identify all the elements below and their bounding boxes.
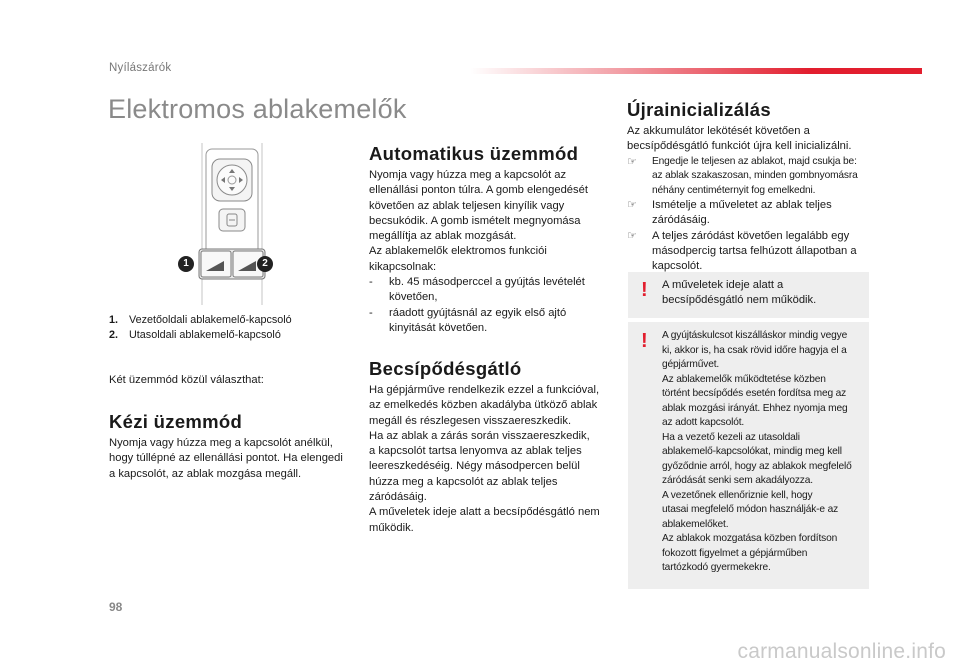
text-line: történt becsípődés esetén fordítsa meg az [662,388,847,399]
step-item [627,198,877,229]
step-item [627,155,877,199]
text-line: kikapcsolnak: [369,260,437,273]
text-line: másodpercig tartsa felhúzott állapotban a [652,244,857,257]
figure-legend [109,313,292,343]
legend-text: Utasoldali ablakemelő-kapcsoló [129,329,281,341]
legend-number: 1 . [109,313,129,328]
automatic-mode-text [369,168,609,336]
text-line: Nyomja vagy húzza meg a kapcsolót az [369,169,567,181]
warning-note-1 [628,272,869,318]
legend-item [109,328,292,343]
step-item [627,229,877,275]
lock-switch [219,209,245,231]
text-line: hogy túllépné az ellenállási pontot. Ha elengedi [109,452,343,465]
text-line: Az akkumulátor lekötését követően a [627,125,810,137]
text-line: tartózkodó gyermekekre. [662,562,771,573]
window-switches [199,249,265,279]
text-line: becsukódik. A gomb ismételt megnyomása [369,214,581,227]
text-line: megáll és részlegesen visszaereszkedik. [369,414,572,427]
window-switch-illustration [186,143,276,305]
text-line: Nyomja vagy húzza meg a kapcsolót anélkül, [109,437,333,449]
text-line: működik. [369,521,414,534]
legend-text: Vezetőoldali ablakemelő-kapcsoló [129,314,292,326]
intro-text: Két üzemmód közül választhat: [109,374,264,386]
automatic-mode-heading: Automatikus üzemmód [369,143,579,164]
warning-note-2 [628,322,869,589]
text-line: záródását senki sem akadályozza. [662,475,813,486]
section-header: Nyílászárók [109,62,172,74]
reinit-text [627,124,877,275]
text-line: ráadott gyújtásnál az egyik első ajtó [389,306,567,319]
text-line: gépjárművet. [662,359,720,370]
text-line: a kapcsolót, az ablak mozgása megáll. [109,467,302,480]
header-accent-bar [470,68,922,74]
callout-1-badge: 1 [178,256,194,272]
text-line: záródásáig. [652,214,710,227]
text-line: ellenállási ponton túlra. A gomb elengedését [369,184,588,197]
text-line: utasai megfelelő módon használják-e az [662,504,839,515]
text-line: Az ablakemelők elektromos funkciói [369,245,547,258]
pointing-hand-icon: ☞ [627,199,637,212]
text-line: a kapcsolót tartsa lenyomva az ablak teljes [369,445,582,458]
text-line: becsípődésgátló funkciót újra kell inicializálni. [627,140,852,153]
warning-icon: ! [641,330,648,352]
anti-pinch-heading: Becsípődésgátló [369,358,522,379]
text-line: A műveletek ideje alatt a [662,279,784,291]
text-line: Ha a vezető kezeli az utasoldali [662,431,800,443]
callout-2-badge: 2 [257,256,273,272]
page-title: Elektromos ablakemelők [108,94,407,124]
text-line: ablakemelő-kapcsolókat, mindig meg kell [662,446,842,457]
legend-item [109,313,292,328]
text-line: ablak mozgási irányát. Ehhez nyomja meg [662,402,848,414]
text-line: húzza meg a kapcsolót az ablak teljes [369,475,558,488]
list-item [369,306,609,337]
text-line: Ha az ablak a zárás során visszaereszkedik, [369,429,590,442]
text-line: Engedje le teljesen az ablakot, majd csukja be: [652,155,857,167]
manual-mode-text [109,436,343,482]
text-line: Ismételje a műveletet az ablak teljes [652,199,832,212]
text-line: leereszkedéséig. Négy másodpercen belül [369,460,580,473]
manual-mode-heading: Kézi üzemmód [109,411,243,432]
text-line: A teljes záródást követően legalább egy [652,229,850,242]
text-line: kb. 45 másodperccel a gyújtás levételét [389,276,585,289]
text-line: záródásáig. [369,491,427,504]
text-line: ablakemelőket. [662,518,729,530]
pointing-hand-icon: ☞ [627,155,637,168]
text-line: az emelkedés közben akadályba ütköző ablak [369,399,598,412]
anti-pinch-text [369,383,614,536]
text-line: becsípődésgátló nem működik. [662,294,817,307]
text-line: megállítja az ablak mozgását. [369,230,517,243]
text-line: követően az ablak teljesen kinyílik vagy [369,199,565,212]
watermark: carmanualsonline.info [737,640,946,663]
text-line: követően, [389,291,438,304]
text-line: győződnie arról, hogy az ablakok megfelelő [662,460,852,472]
pointing-hand-icon: ☞ [627,229,637,242]
dash-marker: - [369,306,373,319]
text-line: Az ablakok mozgatása közben fordítson [662,533,838,544]
legend-number: 2 . [109,328,129,343]
warning-icon: ! [641,279,648,301]
page-number: 98 [109,600,123,614]
text-line: A műveletek ideje alatt a becsípődésgátló nem [369,506,600,519]
list-item [369,275,609,306]
text-line: az ablak szakaszosan, minden gombnyomásra [652,170,858,182]
text-line: ki, akkor is, ha csak rövid időre hagyja el a [662,344,847,356]
text-line: kapcsolót. [652,260,703,273]
text-line: néhány centiméternyit fog emelkedni. [652,184,816,196]
note-text [662,278,816,309]
reinit-heading: Újrainicializálás [627,99,771,120]
window-switch-drawing [186,143,276,305]
text-line: az adott kapcsolót. [662,417,745,428]
dash-marker: - [369,276,373,289]
mirror-control-pad [212,159,252,201]
note-text [662,329,852,576]
text-line: A vezetőnek ellenőriznie kell, hogy [662,489,813,501]
text-line: Ha gépjárműve rendelkezik ezzel a funkcióval, [369,384,600,396]
text-line: A gyújtáskulcsot kiszálláskor mindig vegye [662,330,848,341]
text-line: kinyitását követően. [389,321,488,334]
text-line: fokozott figyelmet a gépjárműben [662,547,808,559]
text-line: Az ablakemelők működtetése közben [662,373,826,385]
